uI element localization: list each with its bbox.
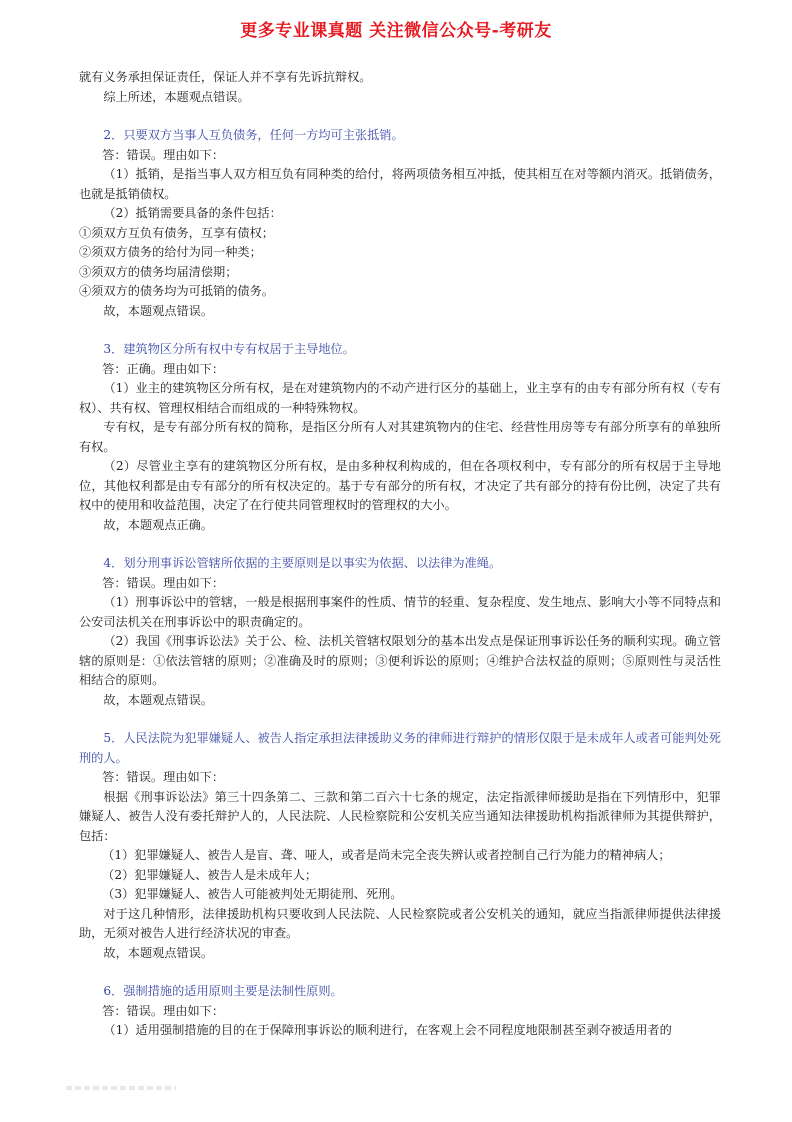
conclusion: 故，本题观点错误。 bbox=[103, 692, 214, 707]
paragraph: （1）刑事诉讼中的管辖，一般是根据刑事案件的性质、情节的轻重、复杂程度、发生地点、影响大小等不同特点和公安司法机关在刑事诉讼中的职责确定的。 bbox=[79, 595, 721, 629]
conclusion: 故，本题观点错误。 bbox=[103, 945, 214, 960]
paragraph: （2）抵销需要具备的条件包括： bbox=[103, 206, 282, 220]
paragraph: （1）抵销，是指当事人双方相互负有同种类的给付，将两项债务相互冲抵，使其相互在对等额内消灭。抵销债务，也就是抵销债权。 bbox=[79, 167, 721, 201]
list-item: ③须双方的债务均届清偿期； bbox=[79, 264, 238, 279]
paragraph: （1）适用强制措施的目的在于保障刑事诉讼的顺利进行，在客观上会不同程度地限制甚至剥夺被适用者的 bbox=[103, 1023, 672, 1037]
answer-label: 答：错误。理由如下： bbox=[102, 1003, 225, 1018]
answer-label: 答：错误。理由如下： bbox=[102, 147, 225, 162]
answer-label: 答：错误。理由如下： bbox=[102, 575, 225, 590]
paragraph: （2）我国《刑事诉讼法》关于公、检、法机关管辖权限划分的基本出发点是保证刑事诉讼任务的顺利实现。确立管辖的原则是：①依法管辖的原则；②准确及时的原则；③便利诉讼的原则；④维护合法权益的原则；⑤原则性与灵活性相结合的原则。 bbox=[79, 634, 721, 687]
conclusion: 故，本题观点错误。 bbox=[103, 303, 214, 318]
paragraph: （1）业主的建筑物区分所有权，是在对建筑物内的不动产进行区分的基础上，业主享有的由专有部分所有权（专有权）、共有权、管理权相结合而组成的一种特殊物权。 bbox=[79, 381, 721, 415]
conclusion: 故，本题观点正确。 bbox=[103, 517, 214, 532]
intro-conclusion: 综上所述，本题观点错误。 bbox=[103, 89, 250, 104]
document-body bbox=[79, 68, 721, 1041]
list-item: （3）犯罪嫌疑人、被告人可能被判处无期徒刑、死刑。 bbox=[102, 887, 403, 901]
list-item: ②须双方债务的给付为同一种类； bbox=[79, 245, 262, 259]
list-item: ①须双方互负有债务，互享有债权； bbox=[79, 225, 274, 240]
paragraph: 根据《刑事诉讼法》第三十四条第二、三款和第二百六十七条的规定，法定指派律师援助是指在下列情形中，犯罪嫌疑人、被告人没有委托辩护人的，人民法院、人民检察院和公安机关应当通知法律援助机构指派律师为其提供辩护，包括： bbox=[79, 789, 721, 843]
question-title: 6．强制措施的适用原则主要是法制性原则。 bbox=[103, 984, 343, 998]
paragraph: （2）尽管业主享有的建筑物区分所有权，是由多种权利构成的，但在各项权利中，专有部分的所有权居于主导地位，其他权利都是由专有部分的所有权决定的。基于专有部分的所有权，才决定了共有部分的持有份比例，决定了共有权中的使用和收益范围，决定了在行使共同管理权时的管理权的大小。 bbox=[79, 459, 721, 512]
list-item: （1）犯罪嫌疑人、被告人是盲、聋、哑人，或者是尚未完全丧失辨认或者控制自己行为能力的精神病人； bbox=[102, 848, 671, 862]
footer-decoration bbox=[66, 1086, 176, 1090]
list-item: ④须双方的债务均为可抵销的债务。 bbox=[79, 284, 274, 298]
answer-label: 答：错误。理由如下： bbox=[102, 770, 225, 784]
answer-label: 答：正确。理由如下： bbox=[102, 361, 225, 376]
paragraph: 对于这几种情形，法律援助机构只要收到人民法院、人民检察院或者公安机关的通知，就应当指派律师提供法律援助，无须对被告人进行经济状况的审查。 bbox=[79, 906, 721, 940]
page-header-title: 更多专业课真题 关注微信公众号-考研友 bbox=[240, 21, 552, 41]
question-title: 3．建筑物区分所有权中专有权居于主导地位。 bbox=[103, 342, 355, 356]
list-item: （2）犯罪嫌疑人、被告人是未成年人； bbox=[102, 867, 318, 882]
question-title: 2．只要双方当事人互负债务，任何一方均可主张抵销。 bbox=[103, 128, 404, 142]
question-title: 4．划分刑事诉讼管辖所依据的主要原则是以事实为依据、以法律为准绳。 bbox=[103, 556, 502, 570]
intro-line: 就有义务承担保证责任，保证人并不享有先诉抗辩权。 bbox=[79, 70, 372, 84]
paragraph: 专有权，是专有部分所有权的简称，是指区分所有人对其建筑物内的住宅、经营性用房等专有部分所享有的单独所有权。 bbox=[79, 420, 721, 454]
question-title: 5．人民法院为犯罪嫌疑人、被告人指定承担法律援助义务的律师进行辩护的情形仅限于是未成年人或者可能判处死刑的人。 bbox=[79, 731, 721, 765]
